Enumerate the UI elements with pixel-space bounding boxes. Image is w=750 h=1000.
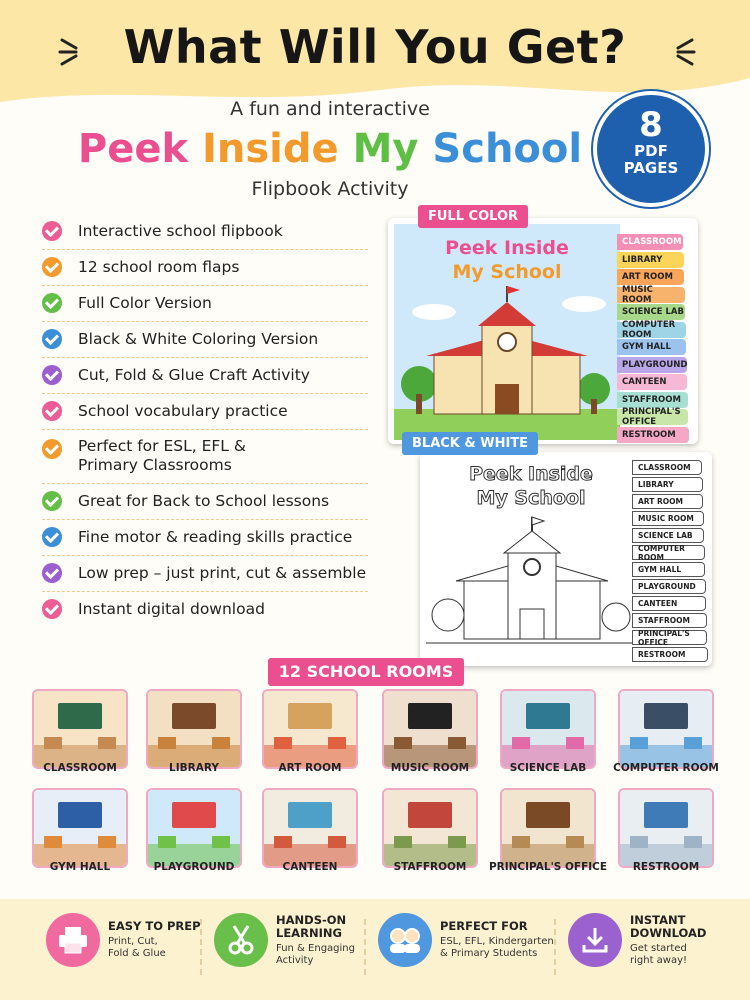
feature-item [42, 358, 368, 394]
footer-sub-line2: Fold & Glue [108, 948, 166, 959]
flipbook-tab: COMPUTER ROOM [617, 322, 686, 338]
footer-sub [276, 943, 355, 967]
check-icon [42, 293, 62, 313]
feature-item [42, 394, 368, 430]
feature-list [42, 214, 368, 627]
bw-flipbook-tab: MUSIC ROOM [632, 511, 704, 526]
bw-flipbook-tab: GYM HALL [632, 562, 705, 577]
bw-tag: BLACK & WHITE [402, 432, 538, 455]
feature-text: Great for Back to School lessons [78, 491, 330, 510]
room-illustration [264, 691, 356, 767]
printer-icon [46, 913, 100, 967]
title-word: My [352, 126, 419, 172]
room-label: CLASSROOM [43, 762, 117, 774]
feature-text: School vocabulary practice [78, 401, 288, 420]
room-illustration [34, 790, 126, 866]
flipbook-tab: CANTEEN [617, 374, 687, 390]
bw-flipbook-tab: LIBRARY [632, 477, 703, 492]
badge-line2: PAGES [623, 159, 679, 177]
check-icon [42, 439, 62, 459]
feature-item [42, 592, 368, 627]
room-card [262, 788, 358, 868]
flipbook-tab: SCIENCE LAB [617, 304, 685, 320]
footer-item-easy-prep [46, 913, 201, 967]
product-title [0, 126, 660, 172]
footer-band [0, 899, 750, 1000]
bw-title-line2: My School [476, 487, 586, 509]
footer-divider [554, 919, 556, 975]
room-illustration [148, 790, 240, 866]
full-color-tag: FULL COLOR [418, 205, 528, 228]
check-icon [42, 401, 62, 421]
flipbook-tab: PLAYGROUND [617, 357, 687, 373]
room-card [382, 788, 478, 868]
flipbook-tab: LIBRARY [617, 252, 684, 268]
title-word: Inside [202, 126, 339, 172]
check-icon [42, 257, 62, 277]
feature-text [78, 437, 246, 475]
feature-text-line1: Perfect for ESL, EFL & [78, 437, 246, 455]
pdf-pages-badge [597, 95, 705, 203]
preview-title-line2: My School [452, 261, 562, 283]
bw-flipbook-tab: CLASSROOM [632, 460, 702, 475]
room-label: PRINCIPAL'S OFFICE [488, 861, 608, 873]
sparkle-right-icon [662, 36, 698, 66]
room-label: ART ROOM [278, 762, 342, 774]
footer-head-line2: DOWNLOAD [630, 925, 707, 940]
flipbook-tab: GYM HALL [617, 339, 686, 355]
room-card [262, 689, 358, 769]
flipbook-tab: PRINCIPAL'S OFFICE [617, 409, 688, 425]
room-card [500, 788, 596, 868]
bw-title-line1: Peek Inside [469, 463, 593, 485]
feature-item [42, 214, 368, 250]
room-illustration [384, 790, 476, 866]
feature-item [42, 430, 368, 484]
feature-text: Interactive school flipbook [78, 221, 283, 240]
room-card [32, 788, 128, 868]
footer-head: PERFECT FOR [440, 919, 528, 933]
bw-flipbook-tab: RESTROOM [632, 647, 708, 662]
students-icon [378, 913, 432, 967]
bw-flipbook-tab: CANTEEN [632, 596, 706, 611]
page-title: What Will You Get? [123, 20, 627, 74]
check-icon [42, 563, 62, 583]
check-icon [42, 527, 62, 547]
room-card [32, 689, 128, 769]
feature-text-line2: Primary Classrooms [78, 456, 232, 474]
footer-divider [364, 919, 366, 975]
room-label: CANTEEN [282, 861, 338, 873]
room-card [146, 689, 242, 769]
footer-head-line1: HANDS-ON [276, 912, 347, 927]
footer-sub-line2: Activity [276, 954, 314, 966]
rooms-section-label: 12 SCHOOL ROOMS [268, 658, 464, 686]
feature-item [42, 556, 368, 592]
footer-head-line1: INSTANT [630, 912, 686, 927]
room-illustration [264, 790, 356, 866]
footer-head: EASY TO PREP [108, 919, 201, 933]
footer-item-instant-download [568, 913, 706, 967]
bw-flipbook-tab: PRINCIPAL'S OFFICE [632, 630, 707, 645]
flipbook-tab: ART ROOM [617, 269, 684, 285]
room-card [146, 788, 242, 868]
room-illustration [148, 691, 240, 767]
badge-line1: PDF [634, 142, 668, 160]
bw-flipbook-tab: ART ROOM [632, 494, 703, 509]
flipbook-tab: CLASSROOM [617, 234, 683, 250]
footer-sub-line1: Get started [630, 942, 687, 954]
feature-text: 12 school room flaps [78, 257, 240, 276]
room-label: MUSIC ROOM [390, 762, 470, 774]
footer-sub [440, 936, 554, 960]
footer-item-perfect-for [378, 913, 554, 967]
title-word: School [432, 126, 583, 172]
bw-flipbook-tab: STAFFROOM [632, 613, 707, 628]
room-illustration [384, 691, 476, 767]
room-label: STAFFROOM [393, 861, 467, 873]
footer-sub-line2: & Primary Students [440, 948, 538, 959]
room-label: RESTROOM [632, 861, 700, 873]
flipbook-tab: MUSIC ROOM [617, 287, 685, 303]
footer-head [630, 914, 706, 940]
room-card [382, 689, 478, 769]
room-label: LIBRARY [169, 762, 219, 774]
preview-title-line1: Peek Inside [445, 237, 569, 259]
feature-text: Cut, Fold & Glue Craft Activity [78, 365, 310, 384]
footer-head [276, 914, 355, 940]
check-icon [42, 365, 62, 385]
feature-item [42, 484, 368, 520]
footer-sub [108, 936, 201, 960]
feature-item [42, 520, 368, 556]
bw-flipbook-tab: SCIENCE LAB [632, 528, 704, 543]
bw-flipbook-tab: COMPUTER ROOM [632, 545, 705, 560]
sparkle-left-icon [56, 36, 92, 66]
bw-flipbook-tab: PLAYGROUND [632, 579, 706, 594]
room-label: PLAYGROUND [153, 861, 235, 873]
feature-text: Full Color Version [78, 293, 212, 312]
room-card [618, 788, 714, 868]
room-illustration [502, 691, 594, 767]
feature-text: Low prep – just print, cut & assemble [78, 563, 367, 582]
scissors-icon [214, 913, 268, 967]
intro-line1: A fun and interactive [230, 98, 430, 120]
room-illustration [34, 691, 126, 767]
flipbook-tab: STAFFROOM [617, 392, 688, 408]
check-icon [42, 329, 62, 349]
room-illustration [502, 790, 594, 866]
check-icon [42, 221, 62, 241]
feature-item [42, 322, 368, 358]
footer-sub-line1: Print, Cut, [108, 936, 158, 947]
feature-text: Black & White Coloring Version [78, 329, 319, 348]
room-illustration [620, 790, 712, 866]
room-label: COMPUTER ROOM [613, 762, 719, 774]
check-icon [42, 491, 62, 511]
footer-head-line2: LEARNING [276, 925, 342, 940]
footer-divider [200, 919, 202, 975]
badge-number: 8 [639, 105, 663, 145]
feature-item [42, 250, 368, 286]
footer-item-hands-on [214, 913, 355, 967]
flipbook-tab: RESTROOM [617, 427, 689, 443]
title-word: Peek [77, 126, 189, 172]
feature-text: Fine motor & reading skills practice [78, 527, 353, 546]
footer-sub-line2: right away! [630, 954, 688, 966]
room-card [500, 689, 596, 769]
feature-text: Instant digital download [78, 599, 265, 618]
full-color-preview [388, 218, 698, 444]
download-icon [568, 913, 622, 967]
intro-line2: Flipbook Activity [251, 178, 409, 200]
feature-item [42, 286, 368, 322]
check-icon [42, 599, 62, 619]
bw-preview [420, 452, 712, 666]
room-illustration [620, 691, 712, 767]
room-label: GYM HALL [49, 861, 111, 873]
room-card [618, 689, 714, 769]
footer-sub [630, 943, 706, 967]
footer-sub-line1: Fun & Engaging [276, 942, 355, 954]
room-label: SCIENCE LAB [509, 762, 587, 774]
footer-sub-line1: ESL, EFL, Kindergarten [440, 936, 554, 947]
